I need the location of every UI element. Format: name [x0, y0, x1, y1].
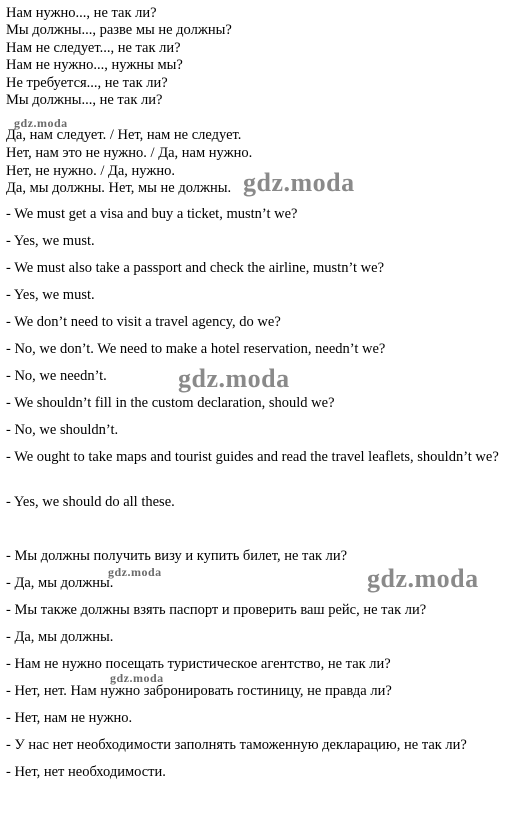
ru-dialogue-line-4: - Да, мы должны. — [6, 629, 114, 645]
en-dialogue-line-10: - We ought to take maps and tourist guides and read the travel leaflets, shouldn’t we? — [6, 449, 499, 465]
watermark-large: gdz.moda — [367, 564, 479, 593]
en-dialogue-line-8: - We shouldn’t fill in the custom declaration, should we? — [6, 395, 335, 411]
ru-question-3: Нам не следует..., не так ли? — [6, 40, 181, 56]
en-dialogue-line-5: - We don’t need to visit a travel agency, do we? — [6, 314, 281, 330]
ru-answer-2: Нет, нам это не нужно. / Да, нам нужно. — [6, 145, 253, 161]
ru-dialogue-line-8: - У нас нет необходимости заполнять таможенную декларацию, не так ли? — [6, 737, 467, 753]
en-dialogue-line-9: - No, we shouldn’t. — [6, 422, 119, 438]
en-dialogue-line-3: - We must also take a passport and check the airline, mustn’t we? — [6, 260, 385, 276]
ru-question-2: Мы должны..., разве мы не должны? — [6, 22, 232, 38]
watermark-small: gdz.moda — [14, 116, 68, 130]
en-dialogue-line-1: - We must get a visa and buy a ticket, mustn’t we? — [6, 206, 298, 222]
en-dialogue-line-2: - Yes, we must. — [6, 233, 95, 249]
ru-dialogue-line-3: - Мы также должны взять паспорт и проверить ваш рейс, не так ли? — [6, 602, 427, 618]
watermark-small: gdz.moda — [108, 565, 162, 579]
ru-answer-4: Да, мы должны. Нет, мы не должны. — [6, 180, 232, 196]
ru-dialogue-line-7: - Нет, нам не нужно. — [6, 710, 133, 726]
watermark-large: gdz.moda — [243, 168, 355, 197]
ru-question-1: Нам нужно..., не так ли? — [6, 5, 157, 21]
en-dialogue-line-4: - Yes, we must. — [6, 287, 95, 303]
ru-dialogue-line-6: - Нет, нет. Нам нужно забронировать гостиницу, не правда ли? — [6, 683, 392, 699]
ru-answer-1: Да, нам следует. / Нет, нам не следует. — [6, 127, 242, 143]
en-dialogue-line-7: - No, we needn’t. — [6, 368, 107, 384]
en-dialogue-line-6: - No, we don’t. We need to make a hotel reservation, needn’t we? — [6, 341, 386, 357]
ru-dialogue-line-9: - Нет, нет необходимости. — [6, 764, 166, 780]
ru-question-6: Мы должны..., не так ли? — [6, 92, 163, 108]
ru-dialogue-line-1: - Мы должны получить визу и купить билет, не так ли? — [6, 548, 348, 564]
ru-dialogue-line-2: - Да, мы должны. — [6, 575, 114, 591]
ru-question-5: Не требуется..., не так ли? — [6, 75, 168, 91]
ru-answer-3: Нет, не нужно. / Да, нужно. — [6, 163, 176, 179]
ru-question-4: Нам не нужно..., нужны мы? — [6, 57, 183, 73]
watermark-large: gdz.moda — [178, 364, 290, 393]
en-dialogue-line-11: - Yes, we should do all these. — [6, 494, 175, 510]
ru-dialogue-line-5: - Нам не нужно посещать туристическое агентство, не так ли? — [6, 656, 391, 672]
watermark-small: gdz.moda — [110, 671, 164, 685]
